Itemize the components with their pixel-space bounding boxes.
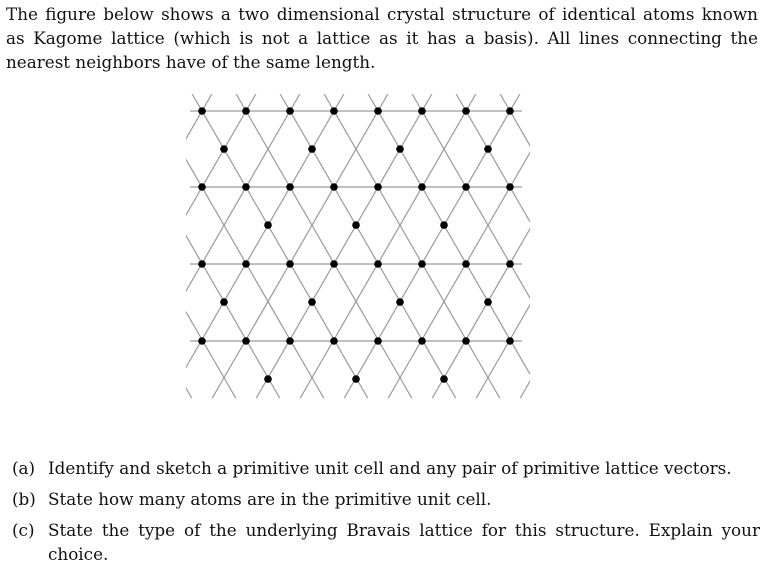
bond-line	[456, 94, 540, 398]
atom	[418, 183, 426, 191]
kagome-lattice-figure	[180, 84, 540, 414]
problem-intro: The figure below shows a two dimensional crystal structure of identical atoms known as Kagome lattice (which is not a lattice as it has a basis). All lines connecting the nearest neighbors have of the same length.	[6, 4, 758, 72]
atom	[198, 107, 206, 115]
atom	[286, 260, 294, 268]
atom	[484, 145, 492, 153]
question-b	[12, 487, 760, 511]
atom	[462, 183, 470, 191]
atom	[396, 298, 404, 306]
atom	[242, 260, 250, 268]
atom	[374, 107, 382, 115]
atom	[308, 145, 316, 153]
atom	[264, 375, 272, 383]
bond-line	[192, 94, 368, 398]
atom	[418, 337, 426, 345]
question-c	[12, 518, 760, 566]
atom	[418, 107, 426, 115]
atom	[286, 107, 294, 115]
question-label: (c)	[12, 520, 35, 540]
atom	[374, 183, 382, 191]
atom	[506, 107, 514, 115]
bond-line	[180, 94, 192, 398]
atom	[220, 298, 228, 306]
bond-line	[256, 94, 432, 398]
bond-line	[180, 94, 212, 398]
bond-line	[476, 94, 540, 398]
atom	[462, 260, 470, 268]
bond-line	[324, 94, 500, 398]
atom	[484, 298, 492, 306]
atom	[440, 221, 448, 229]
atom	[352, 221, 360, 229]
question-a	[12, 456, 760, 480]
question-text: State how many atoms are in the primitive unit cell.	[48, 489, 492, 509]
atom	[242, 183, 250, 191]
bond-line	[344, 94, 520, 398]
atom	[440, 375, 448, 383]
bond-line	[180, 94, 300, 398]
bond-line	[520, 94, 540, 398]
bond-line	[280, 94, 456, 398]
atom	[374, 337, 382, 345]
atom	[506, 337, 514, 345]
atom	[242, 107, 250, 115]
atom	[330, 337, 338, 345]
question-label: (a)	[12, 458, 36, 478]
bond-line	[432, 94, 540, 398]
atom	[462, 107, 470, 115]
atom	[330, 107, 338, 115]
bond-line	[180, 94, 324, 398]
atom	[506, 183, 514, 191]
bond-line	[212, 94, 388, 398]
question-text: State the type of the underlying Bravais lattice for this structure. Explain your choice.	[48, 520, 760, 564]
atom	[330, 260, 338, 268]
bond-line	[368, 94, 540, 398]
atom	[198, 337, 206, 345]
atom	[462, 337, 470, 345]
atom	[330, 183, 338, 191]
atom	[506, 260, 514, 268]
atom	[418, 260, 426, 268]
atom	[352, 375, 360, 383]
bond-line	[300, 94, 476, 398]
atom	[198, 183, 206, 191]
atom	[396, 145, 404, 153]
atom	[220, 145, 228, 153]
question-list	[12, 456, 760, 573]
atom	[264, 221, 272, 229]
atom	[374, 260, 382, 268]
bond-line	[236, 94, 412, 398]
bond-line	[180, 94, 236, 398]
atom	[308, 298, 316, 306]
atom	[242, 337, 250, 345]
atom	[286, 337, 294, 345]
question-text: Identify and sketch a primitive unit cell and any pair of primitive lattice vectors.	[48, 458, 732, 478]
question-label: (b)	[12, 489, 36, 509]
atom	[286, 183, 294, 191]
atom	[198, 260, 206, 268]
